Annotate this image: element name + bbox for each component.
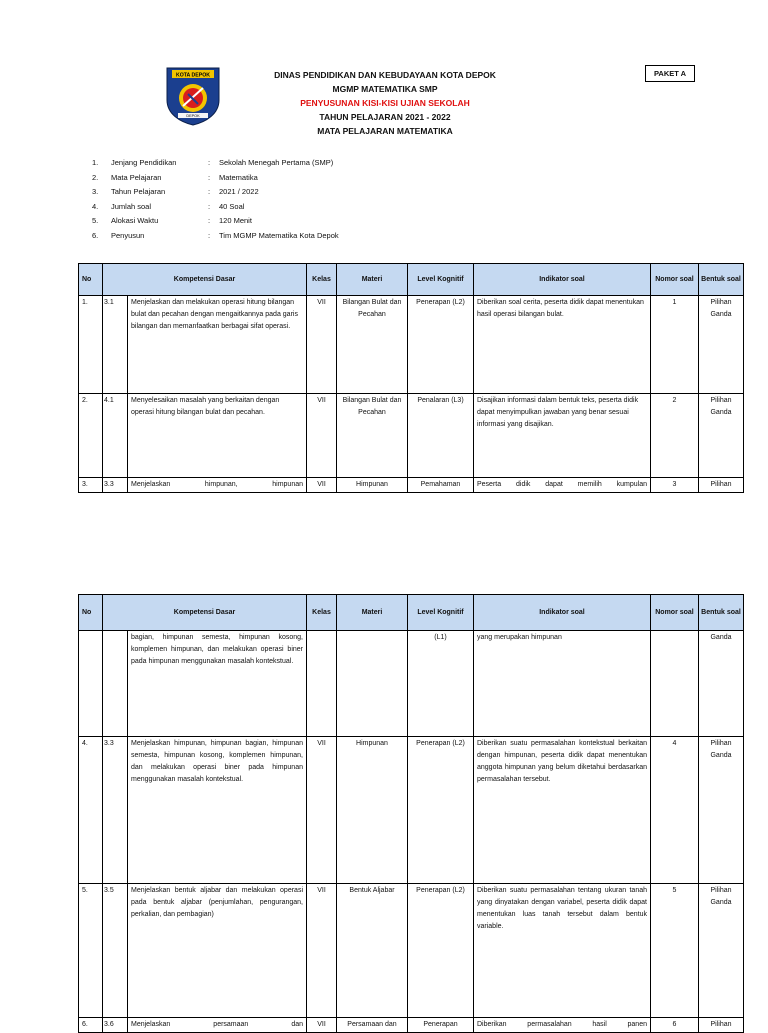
col-header-level: Level Kognitif — [408, 595, 474, 631]
info-row: 3. Tahun Pelajaran : 2021 / 2022 — [92, 187, 259, 196]
col-header-kompetensi: Kompetensi Dasar — [103, 595, 307, 631]
col-header-bentuk: Bentuk soal — [699, 264, 744, 296]
col-header-nomor: Nomor soal — [651, 595, 699, 631]
paket-label: PAKET A — [645, 65, 695, 82]
col-header-nomor: Nomor soal — [651, 264, 699, 296]
col-header-indikator: Indikator soal — [474, 595, 651, 631]
header-line-institution: DINAS PENDIDIKAN DAN KEBUDAYAAN KOTA DEPOK — [274, 70, 496, 80]
info-row: 6. Penyusun : Tim MGMP Matematika Kota Depok — [92, 230, 339, 240]
col-header-no: No — [79, 595, 103, 631]
kota-depok-emblem-icon — [164, 66, 222, 126]
info-row: 5. Alokasi Waktu : 120 Menit — [92, 216, 252, 225]
table-row: 5. 3.5 Menjelaskan bentuk aljabar dan melakukan operasi pada bentuk aljabar (penjumlahan, pengurangan, perkalian, dan pembagian) VII Bentuk Aljabar Penerapan (L2) Diberikan suatu permasalahan tentang ukuran tanah yang dinyatakan dengan variabel, peserta didik dapat menentukan luas tanah tersebut dalam bentuk variable. 5 Pilihan Ganda — [79, 884, 744, 1018]
table-header-row — [79, 264, 744, 296]
header-line-mgmp: MGMP MATEMATIKA SMP — [332, 84, 438, 94]
table-row: 4. 3.3 Menjelaskan himpunan, himpunan bagian, himpunan semesta, himpunan kosong, komplemen himpunan, dan melakukan operasi biner pada himpunan menggunakan masalah kontekstual. VII Himpunan Penerapan (L2) Diberikan suatu permasalahan kontekstual berkaitan dengan himpunan, peserta didik dapat menentukan anggota himpunan yang belum diketahui berdasarkan permasalahan tersebut. 4 Pilihan Ganda — [79, 737, 744, 884]
info-row: 1. Jenjang Pendidikan : Sekolah Menegah Pertama (SMP) — [92, 158, 334, 167]
header-line-title: PENYUSUNAN KISI-KISI UJIAN SEKOLAH — [300, 98, 470, 108]
col-header-level: Level Kognitif — [408, 264, 474, 296]
header-line-year: TAHUN PELAJARAN 2021 - 2022 — [319, 112, 451, 122]
col-header-kelas: Kelas — [307, 595, 337, 631]
table-row: 1. 3.1 Menjelaskan dan melakukan operasi hitung bilangan bulat dan pecahan dengan mengaitkannya pada garis bilangan dan memanfaatkan berbagai sifat operasi. VII Bilangan Bulat dan Pecahan Penerapan (L2) Diberikan soal cerita, peserta didik dapat menentukan hasil operasi bilangan bulat. 1 Pilihan Ganda — [79, 296, 744, 394]
logo-bottom-text: DEPOK — [186, 114, 200, 118]
col-header-kompetensi: Kompetensi Dasar — [103, 264, 307, 296]
col-header-materi: Materi — [337, 595, 408, 631]
logo-top-text: KOTA DEPOK — [175, 72, 211, 79]
info-row: 2. Mata Pelajaran : Matematika — [92, 172, 258, 182]
table-row: 6. 3.6 Menjelaskan persamaan dan VII Persamaan dan Penerapan Diberikan permasalahan hasil panen 6 Pilihan — [79, 1018, 744, 1033]
table-header-row — [79, 595, 744, 631]
info-row: 4. Jumlah soal : 40 Soal — [92, 201, 245, 211]
info-list — [92, 156, 339, 243]
col-header-no: No — [79, 264, 103, 296]
kisi-kisi-table-page-1 — [78, 263, 744, 493]
col-header-indikator: Indikator soal — [474, 264, 651, 296]
table-row: 3. 3.3 Menjelaskan himpunan, himpunan VII Himpunan Pemahaman Peserta didik dapat memilih kumpulan 3 Pilihan — [79, 478, 744, 493]
col-header-materi: Materi — [337, 264, 408, 296]
table-row: bagian, himpunan semesta, himpunan kosong, komplemen himpunan, dan melakukan operasi biner pada himpunan menggunakan masalah kontekstual. (L1) yang merupakan himpunan Ganda — [79, 631, 744, 737]
document-header — [230, 68, 540, 138]
col-header-bentuk: Bentuk soal — [699, 595, 744, 631]
kisi-kisi-table-page-2 — [78, 594, 744, 1033]
table-row: 2. 4.1 Menyelesaikan masalah yang berkaitan dengan operasi hitung bilangan bulat dan pecahan. VII Bilangan Bulat dan Pecahan Penalaran (L3) Disajikan informasi dalam bentuk teks, peserta didik dapat menyimpulkan jawaban yang benar sesuai informasi yang disajikan. 2 Pilihan Ganda — [79, 394, 744, 478]
header-line-subject: MATA PELAJARAN MATEMATIKA — [317, 126, 453, 136]
col-header-kelas: Kelas — [307, 264, 337, 296]
